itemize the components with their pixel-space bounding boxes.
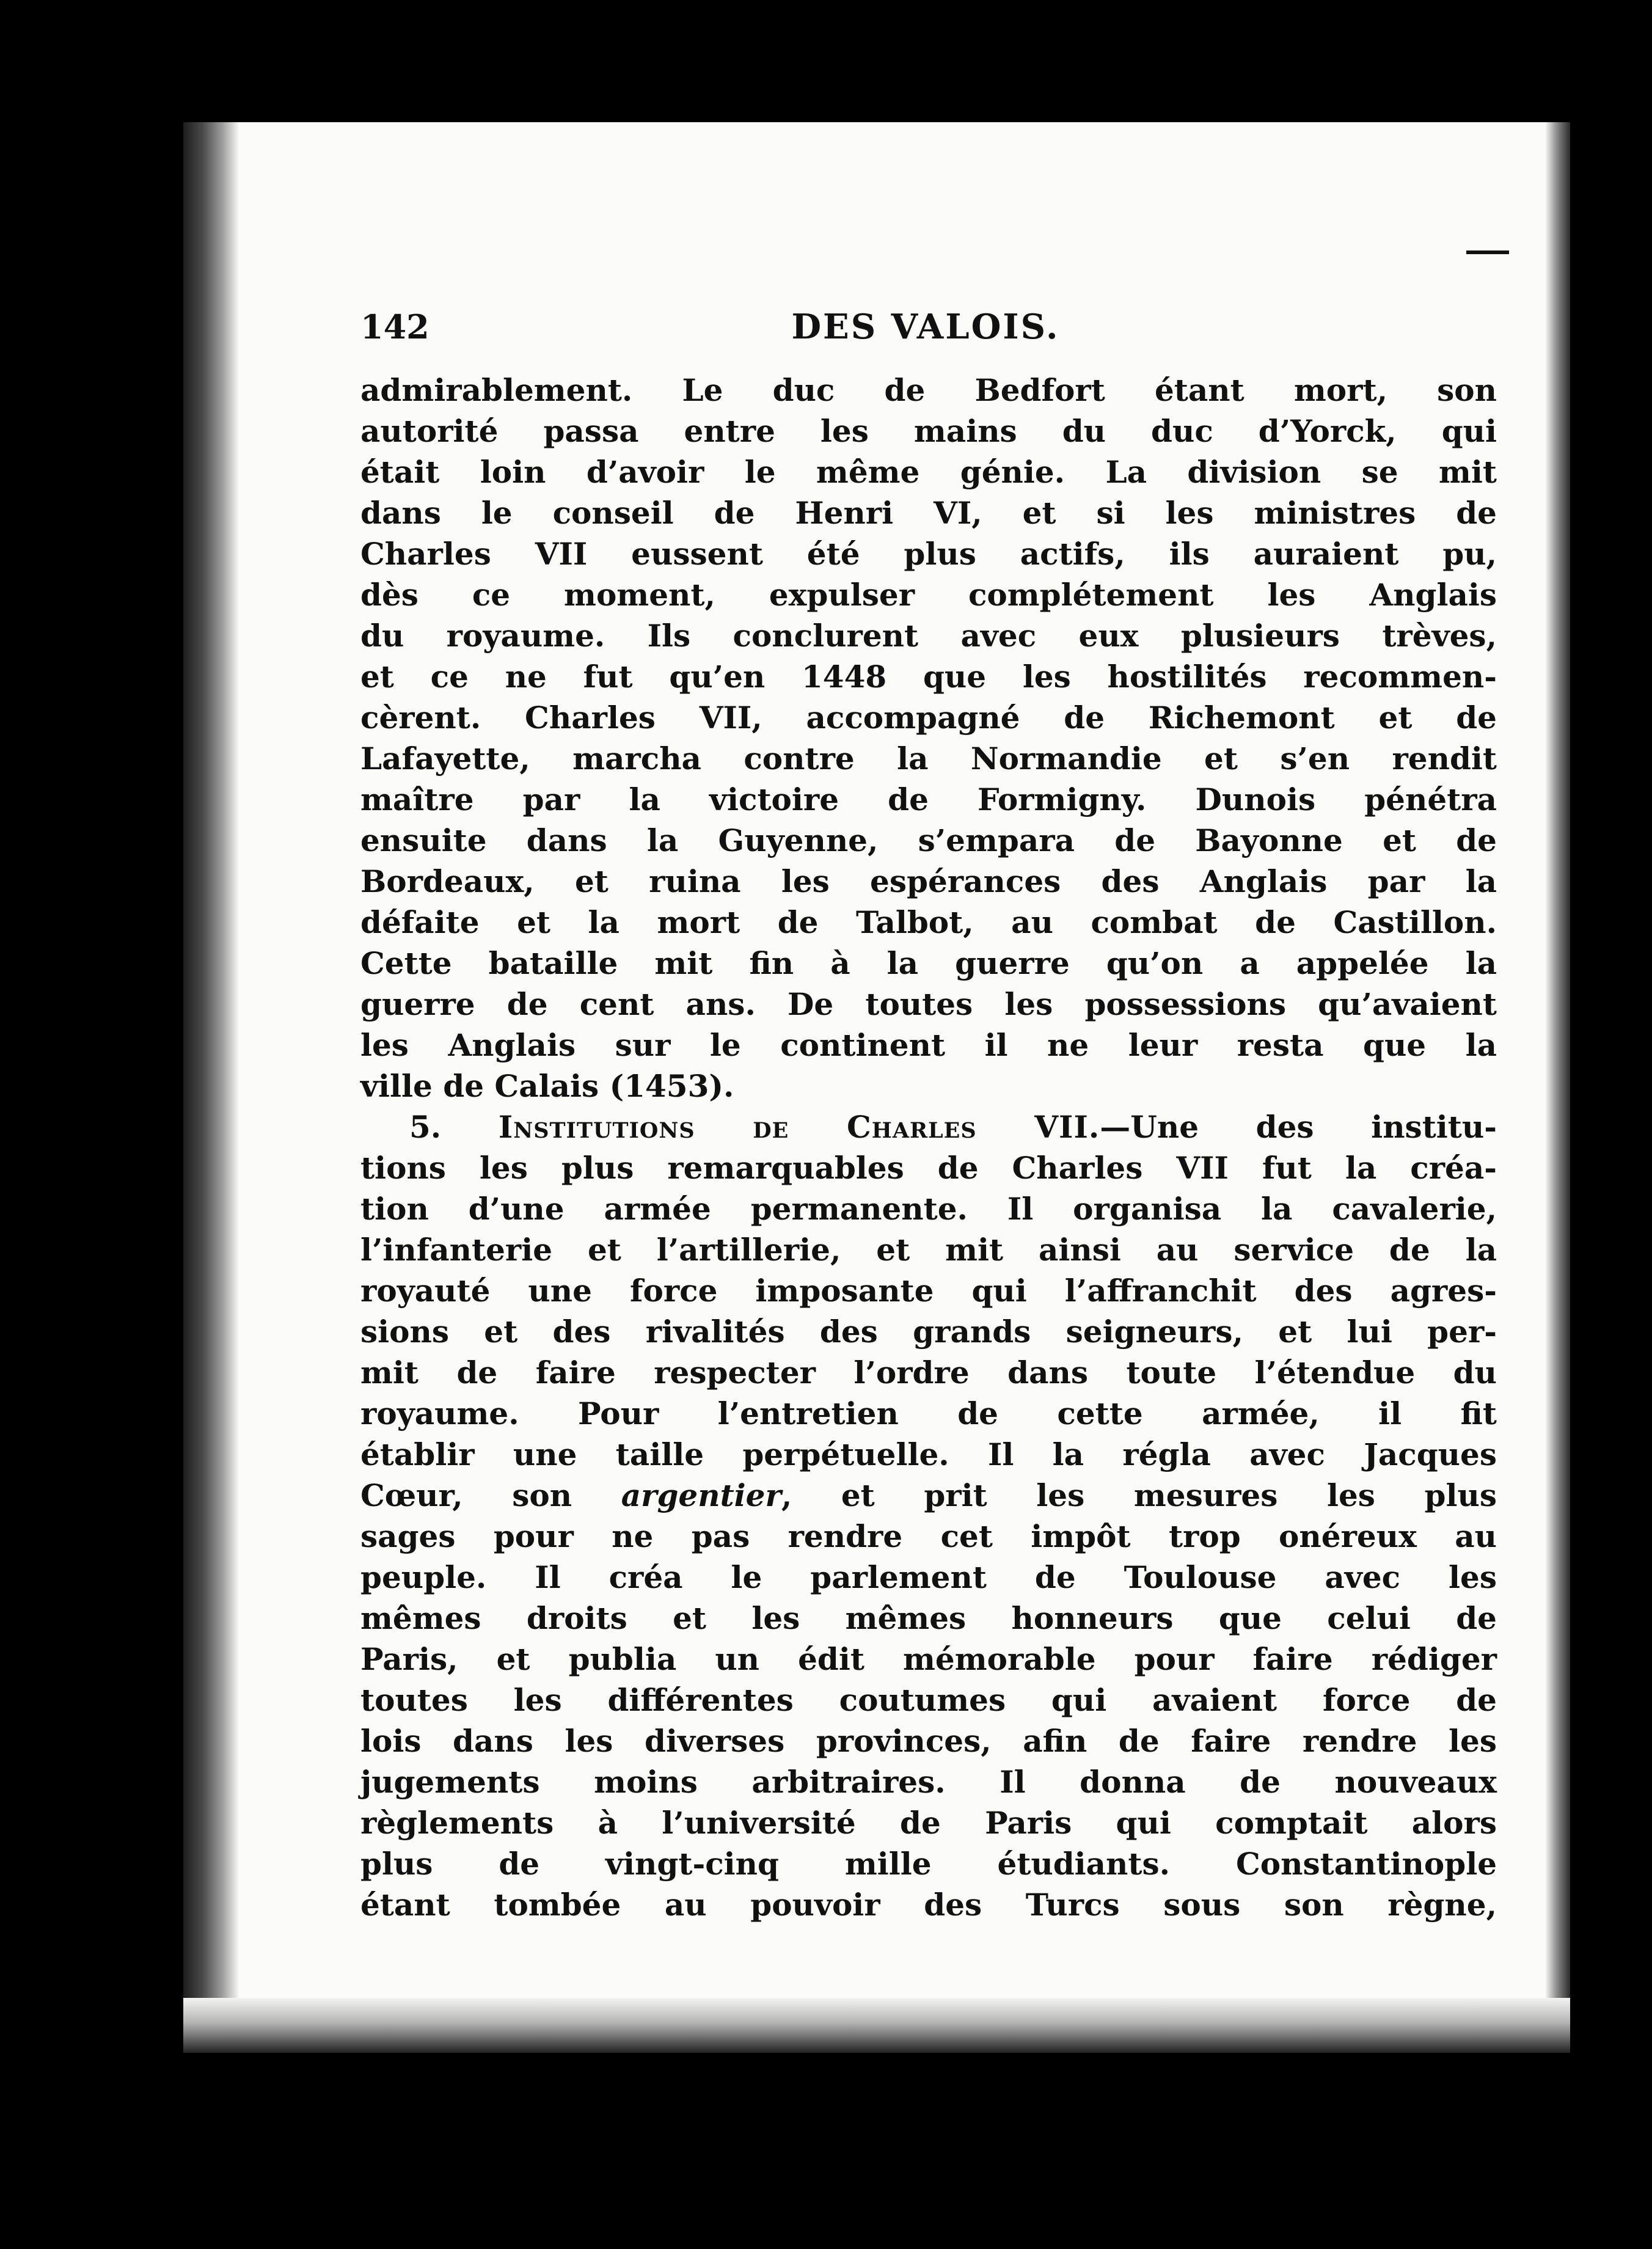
text-line: maître par la victoire de Formigny. Dunois pénétra [360,781,1497,817]
text-line: dès ce moment, expulser complétement les Anglais [360,577,1497,613]
text-line: plus de vingt-cinq mille étudiants. Constantinople [360,1846,1497,1882]
text-line: royaume. Pour l’entretien de cette armée, il fit [360,1395,1497,1432]
scan-artifact-mark [1466,250,1509,254]
text-line: sages pour ne pas rendre cet impôt trop onéreux au [360,1518,1497,1554]
text-line: mit de faire respecter l’ordre dans toute l’étendue du [360,1355,1497,1391]
text-line: peuple. Il créa le parlement de Toulouse avec les [360,1559,1497,1595]
text-line: étant tombée au pouvoir des Turcs sous son règne, [360,1887,1497,1923]
section-first-line-text: —Une des institu- [1100,1109,1497,1145]
section-heading-line [360,1106,1497,1147]
text-line: règlements à l’université de Paris qui comptait alors [360,1805,1497,1841]
text-line: sions et des rivalités des grands seigneurs, et lui per- [360,1314,1497,1350]
running-title: DES VALOIS. [791,307,1060,347]
text-line: établir une taille perpétuelle. Il la régla avec Jacques [360,1436,1497,1472]
section-institutions-charles-vii [360,1106,1497,1925]
text-line: les Anglais sur le continent il ne leur resta que la [360,1027,1497,1063]
page-edge-shadow [1546,122,1570,2053]
text-line: dans le conseil de Henri VI, et si les ministres de [360,495,1497,531]
text-line: jugements moins arbitraires. Il donna de nouveaux [360,1764,1497,1800]
book-page [183,122,1570,2053]
text-line: guerre de cent ans. De toutes les possessions qu’avaient [360,986,1497,1022]
text-line: admirablement. Le duc de Bedfort étant mort, son [360,372,1497,408]
body-text [360,370,1497,1925]
text-line: Lafayette, marcha contre la Normandie et s’en rendit [360,741,1497,777]
page-number: 142 [360,307,429,346]
book-binding-shadow [183,122,238,2053]
text-line: Cette bataille mit fin à la guerre qu’on a appelée la [360,945,1497,981]
emphasized-term: argentier [621,1477,781,1513]
text-line: cèrent. Charles VII, accompagné de Richemont et de [360,700,1497,736]
text-line: toutes les différentes coutumes qui avaient force de [360,1682,1497,1718]
text-line: Paris, et publia un édit mémorable pour faire rédiger [360,1641,1497,1677]
text-line: lois dans les diverses provinces, afin de faire rendre les [360,1723,1497,1759]
text-line: autorité passa entre les mains du duc d’Yorck, qui [360,413,1497,449]
text-fragment: , et prit les mesures les plus [781,1477,1497,1513]
text-line: Charles VII eussent été plus actifs, ils auraient pu, [360,536,1497,572]
text-line: ville de Calais (1453). [360,1068,734,1104]
text-line: l’infanterie et l’artillerie, et mit ainsi au service de la [360,1232,1497,1268]
text-line: du royaume. Ils conclurent avec eux plusieurs trèves, [360,618,1497,654]
section-title: Institutions de Charles VII. [498,1109,1100,1145]
text-line [360,1475,1497,1516]
text-line: et ce ne fut qu’en 1448 que les hostilités recommen- [360,659,1497,695]
text-line: mêmes droits et les mêmes honneurs que celui de [360,1600,1497,1636]
text-line: tions les plus remarquables de Charles VII fut la créa- [360,1150,1497,1186]
page-header [360,296,1491,357]
text-line: royauté une force imposante qui l’affranchit des agres- [360,1273,1497,1309]
text-fragment: Cœur, son [360,1477,621,1513]
scan-bottom-edge [183,1998,1570,2053]
text-line: Bordeaux, et ruina les espérances des Anglais par la [360,863,1497,899]
text-line: défaite et la mort de Talbot, au combat de Castillon. [360,904,1497,940]
section-number: 5. [409,1109,442,1145]
paragraph-wars-end [360,370,1497,1106]
text-line: tion d’une armée permanente. Il organisa la cavalerie, [360,1191,1497,1227]
text-line: était loin d’avoir le même génie. La division se mit [360,454,1497,490]
text-line: ensuite dans la Guyenne, s’empara de Bayonne et de [360,822,1497,858]
